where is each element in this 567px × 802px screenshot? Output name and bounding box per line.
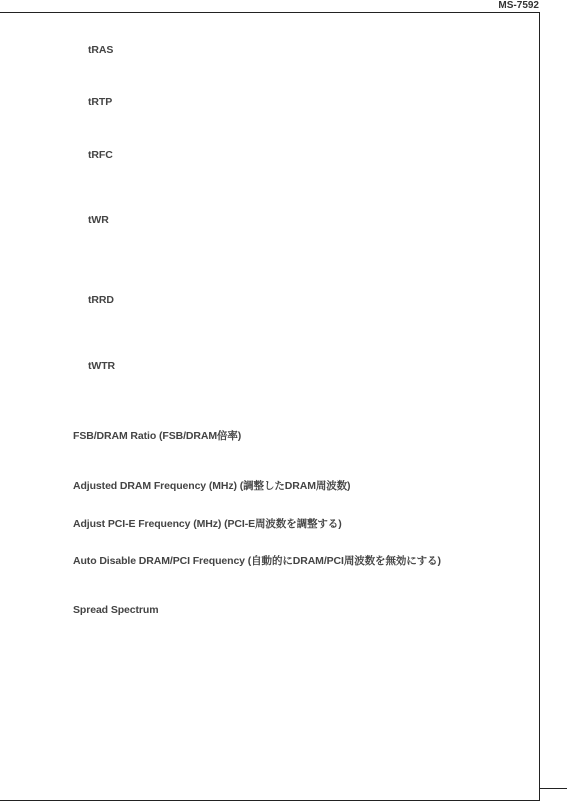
timing-item-twr: tWR xyxy=(88,214,109,226)
timing-item-trfc: tRFC xyxy=(88,149,113,161)
setting-auto-disable-dram-pci: Auto Disable DRAM/PCI Frequency (自動的にDRAM/PCI周波数を無効にする) xyxy=(73,555,441,567)
timing-item-trrd: tRRD xyxy=(88,294,114,306)
timing-item-trtp: tRTP xyxy=(88,96,113,108)
setting-adjusted-dram-frequency: Adjusted DRAM Frequency (MHz) (調整したDRAM周波数) xyxy=(73,480,351,492)
setting-fsb-dram-ratio: FSB/DRAM Ratio (FSB/DRAM倍率) xyxy=(73,430,242,442)
side-rule xyxy=(539,12,540,800)
timing-item-twtr: tWTR xyxy=(88,360,116,372)
setting-spread-spectrum: Spread Spectrum xyxy=(73,604,159,616)
setting-adjust-pcie-frequency: Adjust PCI-E Frequency (MHz) (PCI-E周波数を調整する) xyxy=(73,518,342,530)
timing-item-tras: tRAS xyxy=(88,44,114,56)
footer-rule xyxy=(0,800,540,801)
model-number: MS-7592 xyxy=(498,0,539,11)
side-bottom-rule xyxy=(539,788,567,789)
header-rule xyxy=(0,12,540,13)
